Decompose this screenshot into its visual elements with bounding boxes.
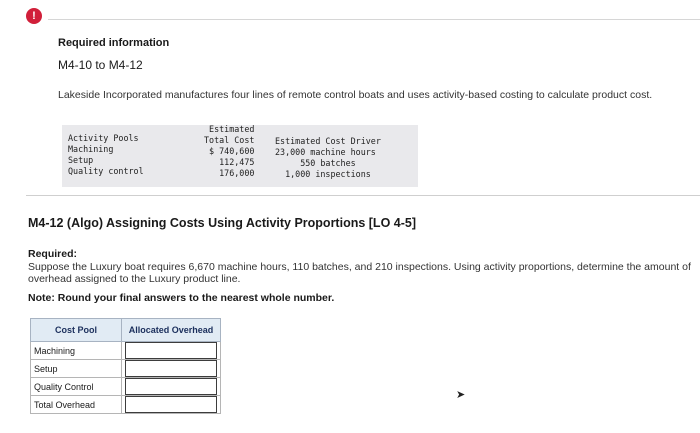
driver-header: Estimated Cost Driver: [275, 136, 381, 146]
intro-text: Lakeside Incorporated manufactures four lines of remote control boats and uses activity-based costing to calculate product cost.: [58, 89, 653, 101]
pools-header: Activity Pools: [68, 133, 139, 143]
allocation-table: [30, 318, 221, 414]
cost-driver-value: 550 batches: [300, 158, 356, 168]
row-label: Setup: [31, 360, 122, 378]
section-title: M4-12 (Algo) Assigning Costs Using Activity Proportions [LO 4-5]: [28, 216, 416, 230]
total-overhead-input[interactable]: [125, 396, 217, 413]
pool-name: Setup: [68, 155, 94, 165]
pool-name: Machining: [68, 144, 114, 154]
note: [28, 292, 334, 304]
problem-range: M4-10 to M4-12: [58, 58, 143, 72]
cost-driver-column: [275, 136, 381, 180]
note-text: Round your final answers to the nearest whole number.: [57, 292, 335, 304]
table-row: [31, 396, 221, 414]
top-divider: [48, 19, 700, 20]
cost-driver-value: 1,000 inspections: [285, 169, 371, 179]
table-row: [31, 378, 221, 396]
table-row: [31, 360, 221, 378]
total-cost-value: 176,000: [219, 168, 255, 178]
note-label: Note:: [28, 292, 55, 304]
activity-pools-column: [68, 133, 144, 177]
section-divider: [26, 195, 700, 196]
pool-name: Quality control: [68, 166, 144, 176]
total-cost-value: 112,475: [219, 157, 255, 167]
setup-overhead-input[interactable]: [125, 360, 217, 377]
cost-header: Estimated: [209, 124, 255, 134]
activity-info-table: [62, 125, 418, 187]
cost-driver-value: 23,000 machine hours: [275, 147, 376, 157]
row-label: Machining: [31, 342, 122, 360]
required-label: Required:: [28, 248, 78, 260]
required-info-heading: Required information: [58, 37, 170, 49]
quality-control-overhead-input[interactable]: [125, 378, 217, 395]
table-row: [31, 342, 221, 360]
required-text: Suppose the Luxury boat requires 6,670 machine hours, 110 batches, and 210 inspections. Using activity proportions, determine the amount of overhead assigned to the Luxury product line.: [28, 261, 691, 285]
total-cost-value: $ 740,600: [209, 146, 255, 156]
alert-icon: !: [26, 8, 42, 24]
total-cost-column: [204, 124, 254, 179]
cost-header: Total Cost: [204, 135, 255, 145]
row-label: Quality Control: [31, 378, 122, 396]
allocated-overhead-header: Allocated Overhead: [122, 319, 221, 342]
row-label: Total Overhead: [31, 396, 122, 414]
machining-overhead-input[interactable]: [125, 342, 217, 359]
mouse-cursor-icon: ➤: [456, 389, 466, 401]
cost-pool-header: Cost Pool: [31, 319, 122, 342]
